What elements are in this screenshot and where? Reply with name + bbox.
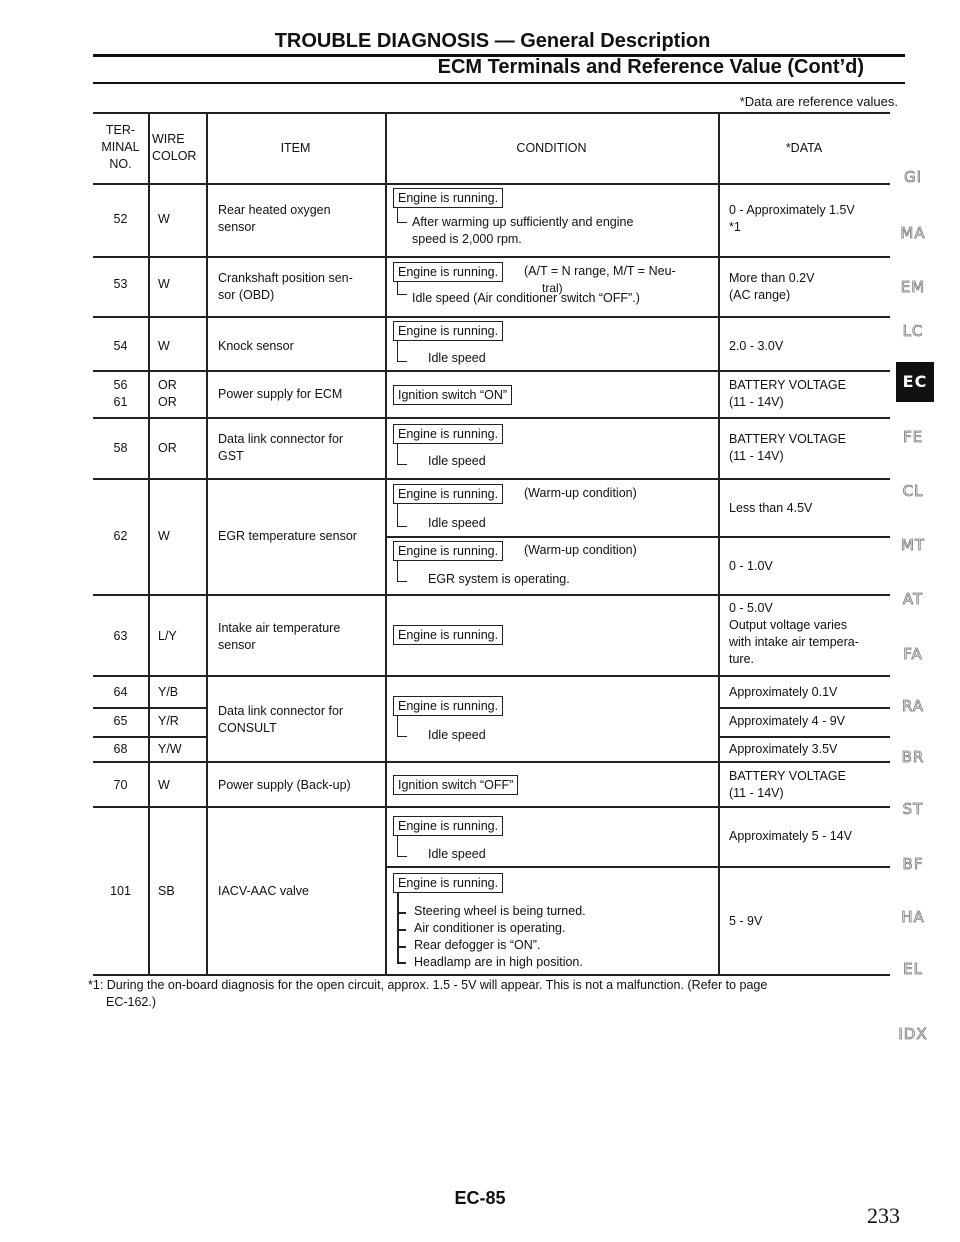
condition-box: Engine is running. xyxy=(393,321,503,341)
tab-lc[interactable]: LC xyxy=(902,322,924,340)
row-rule xyxy=(93,316,890,318)
header-wire-color: WIRE COLOR xyxy=(152,132,197,163)
col-divider xyxy=(385,113,387,976)
col-divider xyxy=(206,113,208,976)
sub-row-rule xyxy=(93,707,206,709)
tab-br[interactable]: BR xyxy=(901,748,925,766)
sub-row-rule xyxy=(385,866,890,868)
tab-gi[interactable]: GI xyxy=(903,168,923,186)
tab-ec[interactable]: EC xyxy=(896,362,934,402)
table-bottom-rule xyxy=(93,974,890,976)
sub-row-rule xyxy=(93,736,206,738)
condition-box: Ignition switch “OFF” xyxy=(393,775,518,795)
row-rule xyxy=(93,594,890,596)
sub-row-rule xyxy=(385,536,890,538)
col-divider xyxy=(148,113,150,976)
condition-box: Engine is running. xyxy=(393,188,503,208)
bracket-icon xyxy=(397,444,407,465)
sub-row-rule xyxy=(718,707,890,709)
row-rule xyxy=(93,761,890,763)
tab-ma[interactable]: MA xyxy=(900,224,926,242)
row-rule xyxy=(93,370,890,372)
tab-cl[interactable]: CL xyxy=(902,482,924,500)
header-terminal: TER- MINAL NO. xyxy=(101,123,140,171)
condition-box: Engine is running. xyxy=(393,541,503,561)
tab-ra[interactable]: RA xyxy=(901,697,925,715)
condition-box: Engine is running. xyxy=(393,625,503,645)
sub-row-rule xyxy=(718,736,890,738)
bracket-icon xyxy=(397,208,407,223)
bracket-icon xyxy=(397,282,407,295)
header-item: ITEM xyxy=(280,141,311,155)
row-rule xyxy=(93,417,890,419)
condition-box: Engine is running. xyxy=(393,873,503,893)
table-top-rule xyxy=(93,112,890,114)
page-subtitle: ECM Terminals and Reference Value (Cont’d) xyxy=(437,56,864,78)
tab-at[interactable]: AT xyxy=(902,590,924,608)
condition-box: Engine is running. xyxy=(393,262,503,282)
row-rule xyxy=(93,256,890,258)
tab-ha[interactable]: HA xyxy=(901,908,925,926)
condition-box: Engine is running. xyxy=(393,484,503,504)
row-rule xyxy=(93,478,890,480)
bracket-icon xyxy=(397,504,407,527)
tab-fa[interactable]: FA xyxy=(903,645,923,663)
bracket-icon xyxy=(397,561,407,582)
bracket-icon xyxy=(397,716,407,737)
tab-em[interactable]: EM xyxy=(900,278,926,296)
page-number: 233 xyxy=(867,1203,900,1228)
header-data: *DATA xyxy=(785,141,823,155)
tab-bf[interactable]: BF xyxy=(902,855,924,873)
condition-box: Engine is running. xyxy=(393,424,503,444)
col-divider xyxy=(718,113,720,976)
bracket-icon xyxy=(397,836,407,857)
tab-mt[interactable]: MT xyxy=(900,536,926,554)
header-rule xyxy=(93,183,890,185)
header-condition: CONDITION xyxy=(516,141,587,155)
bracket-icon xyxy=(397,893,399,963)
bracket-icon xyxy=(397,341,407,362)
tab-st[interactable]: ST xyxy=(902,800,924,818)
condition-box: Ignition switch “ON” xyxy=(393,385,512,405)
row-rule xyxy=(93,806,890,808)
page-title: TROUBLE DIAGNOSIS — General Description xyxy=(274,30,711,52)
tab-fe[interactable]: FE xyxy=(902,428,924,446)
row-rule xyxy=(93,675,890,677)
page-code: EC-85 xyxy=(454,1188,506,1208)
condition-box: Engine is running. xyxy=(393,816,503,836)
condition-box: Engine is running. xyxy=(393,696,503,716)
reference-note: *Data are reference values. xyxy=(739,94,898,109)
tab-idx[interactable]: IDX xyxy=(898,1025,928,1043)
tab-el[interactable]: EL xyxy=(903,960,923,978)
subtitle-rule xyxy=(93,82,905,84)
footnote: *1: During the on-board diagnosis for the open circuit, approx. 1.5 - 5V will appear. This is not a malfunction. (Refer to page EC-162.) xyxy=(88,978,768,1009)
